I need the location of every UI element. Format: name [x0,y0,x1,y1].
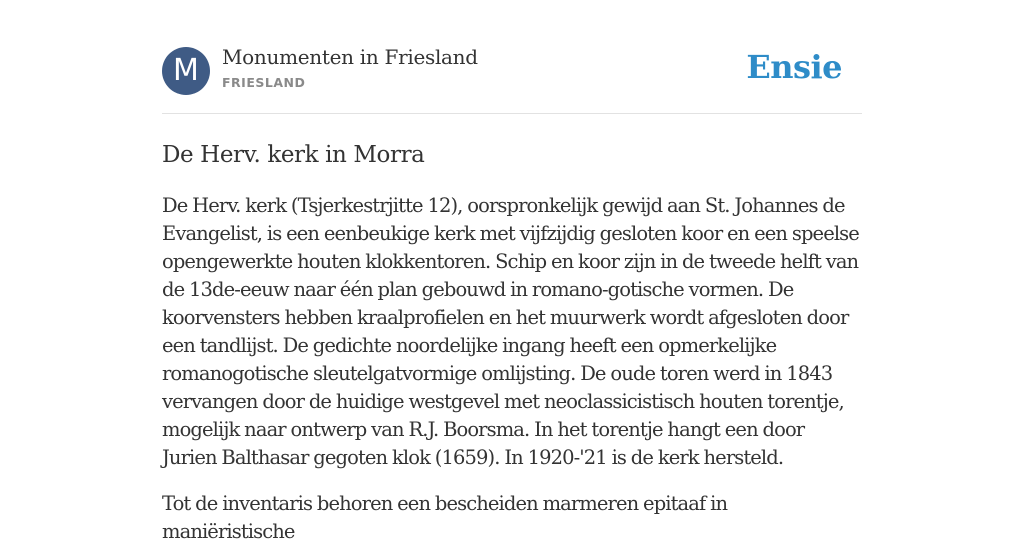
content-column [162,0,862,546]
article-paragraph: De Herv. kerk (Tsjerkestrjitte 12), oorspronkelijk gewijd aan St. Johannes de Evangelist, is een eenbeukige kerk met vijfzijdig gesloten koor en een speelse opengewerkte houten klokkentoren. Schip en koor zijn in de tweede helft van de 13de-eeuw naar één plan gebouwd in romano-gotische vormen. De koorvensters hebben kraalprofielen en het muurwerk wordt afgesloten door een tandlijst. De gedichte noordelijke ingang heeft een opmerkelijke romanogotische sleutelgatvormige omlijsting. De oude toren werd in 1843 vervangen door de huidige westgevel met neoclassicistisch houten torentje, mogelijk naar ontwerp van R.J. Boorsma. In het torentje hangt een door Jurien Balthasar gegoten klok (1659). In 1920-'21 is de kerk hersteld. [162,194,859,469]
source-title[interactable]: Monumenten in Friesland [222,45,478,69]
brand-logo[interactable]: Ensie [746,48,842,86]
article-title: De Herv. kerk in Morra [162,142,425,168]
source-header [162,0,862,114]
article-paragraph: Tot de inventaris behoren een bescheiden marmeren epitaaf in maniëristische [162,492,728,543]
source-subtitle[interactable]: FRIESLAND [222,75,306,90]
avatar[interactable]: M [162,47,210,95]
